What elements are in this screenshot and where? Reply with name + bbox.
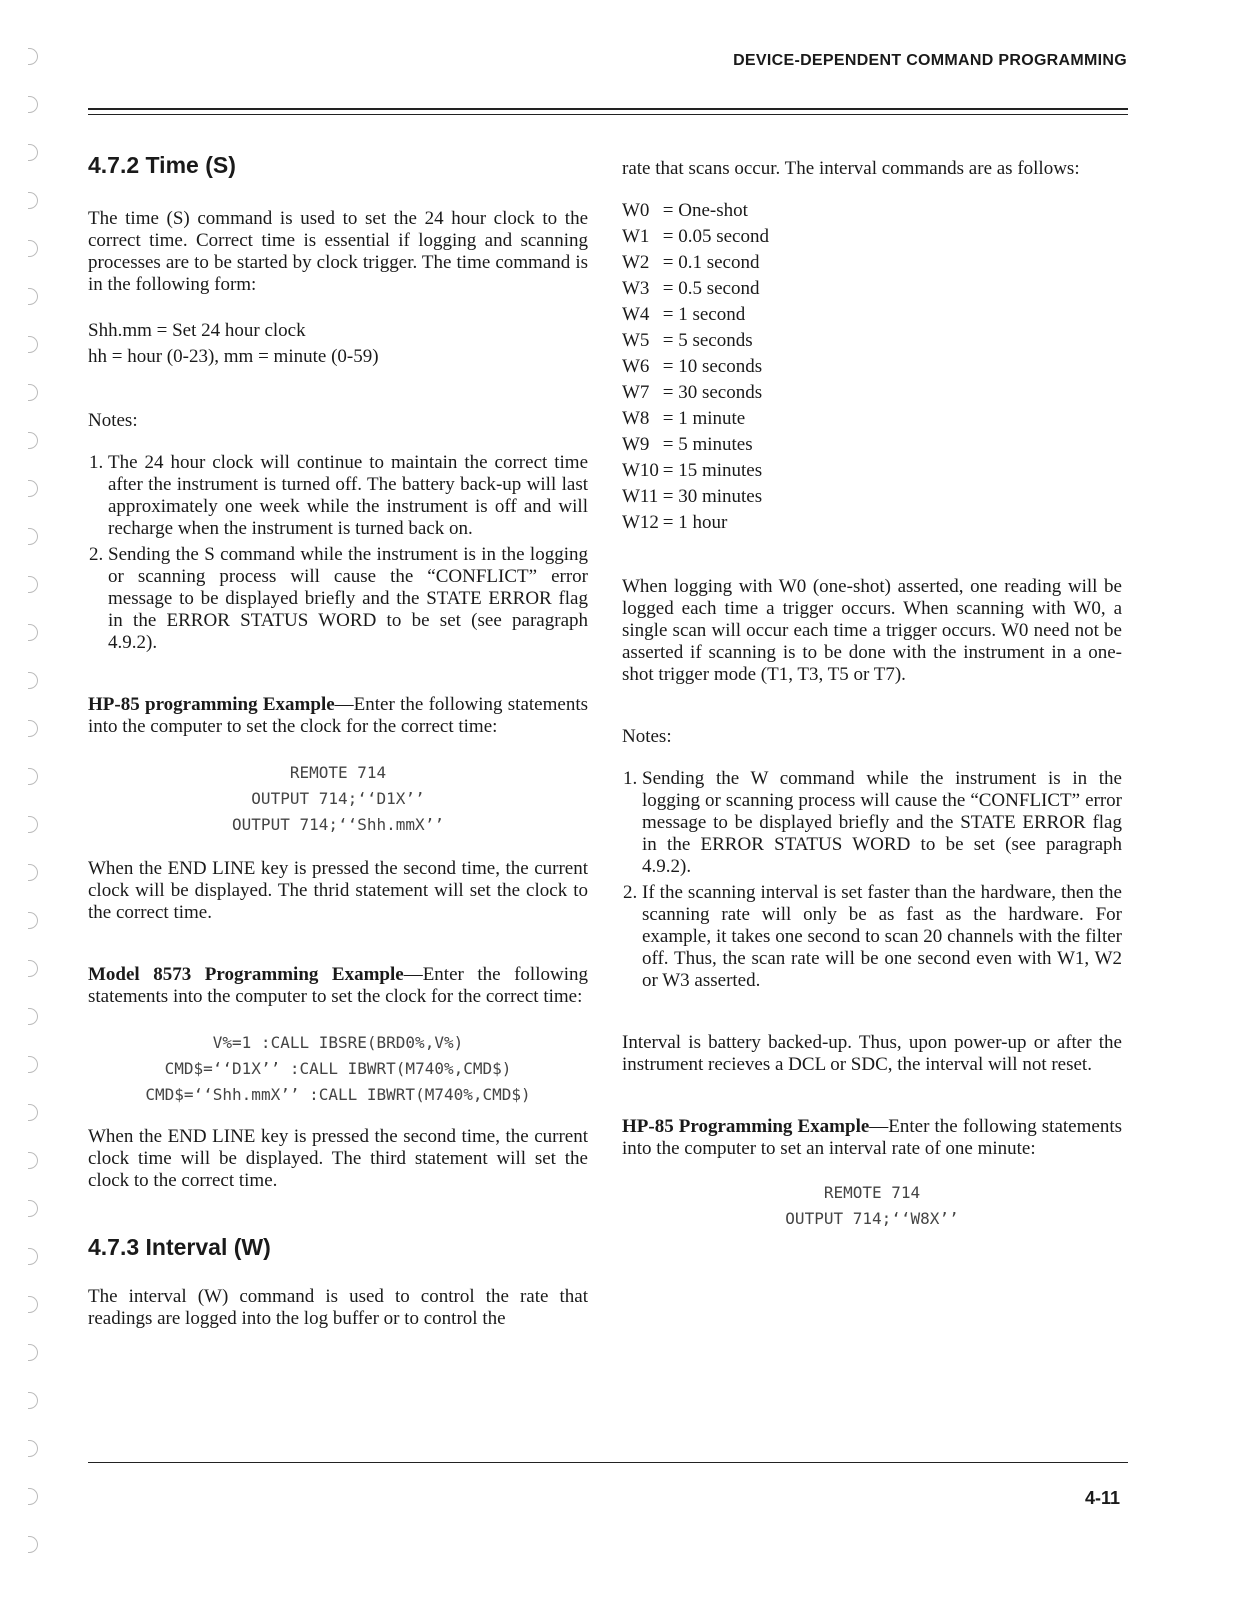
code-line: REMOTE 714 [289, 763, 387, 782]
equals-sign: = [662, 512, 674, 533]
header-rule-thin [88, 114, 1128, 115]
battery-paragraph: Interval is battery backed-up. Thus, upon power-up or after the instrument recieves a DCL or SDC, the interval will not reset. [622, 1032, 1122, 1075]
time-note-1: 1. The 24 hour clock will continue to maintain the correct time after the instrument is turned off. The battery back-up will last approximately one week while the instrument is off and will recharge when the instrument is turned back on. [108, 452, 588, 540]
interval-code: W12 [622, 512, 659, 533]
equals-sign: = [662, 200, 674, 221]
interval-value: One-shot [678, 200, 748, 221]
interval-command-row [622, 198, 1122, 224]
interval-command-row [622, 250, 1122, 276]
equals-sign: = [662, 382, 674, 403]
interval-command-row [622, 354, 1122, 380]
hp85-interval-code-block [622, 1180, 1122, 1232]
hp85-interval-example-intro [622, 1116, 1122, 1160]
interval-value: 1 second [678, 304, 746, 325]
page-number: 4-11 [1084, 1488, 1120, 1508]
code-line: V%=1 :CALL IBSRE(BRD0%,V%) [212, 1033, 464, 1052]
interval-value: 5 seconds [678, 330, 753, 351]
code-line: CMD$=‘‘Shh.mmX’’ :CALL IBWRT(M740%,CMD$) [145, 1085, 531, 1104]
interval-value: 1 hour [678, 512, 728, 533]
header-rule-thick [88, 108, 1128, 110]
interval-code: W10 [622, 460, 659, 481]
model-8573-after-text: When the END LINE key is pressed the second time, the current clock time will be displayed. The third statement will set the clock to the correct time. [88, 1126, 588, 1191]
interval-value: 15 minutes [678, 460, 763, 481]
hp85-code-block [88, 760, 588, 838]
interval-code: W11 [622, 486, 659, 507]
interval-code: W2 [622, 252, 650, 273]
interval-command-row [622, 432, 1122, 458]
model-8573-example-text: —Enter the following statements into the computer to set the clock for the correct time: [88, 964, 588, 1007]
interval-code: W0 [622, 200, 650, 221]
code-line: OUTPUT 714;‘‘Shh.mmX’’ [232, 815, 444, 834]
code-line: CMD$=‘‘D1X’’ :CALL IBWRT(M740%,CMD$) [164, 1059, 512, 1078]
equals-sign: = [662, 330, 674, 351]
interval-command-row [622, 224, 1122, 250]
interval-note-2: 2. If the scanning interval is set faster than the hardware, then the scanning rate will only be as fast as the hardware. For example, it takes one second to scan 20 channels with the filter off. Thus, the scan rate will be one second even with W1, W2 or W3 asserted. [642, 882, 1122, 992]
logging-paragraph: When logging with W0 (one-shot) asserted, one reading will be logged each time a trigger occurs. When scanning with W0, a single scan will occur each time a trigger occurs. W0 need not be asserted if scanning is to be done with the instrument in a one-shot trigger mode (T1, T3, T5 or T7). [622, 576, 1122, 685]
notes-label: Notes: [88, 410, 138, 431]
interval-code: W1 [622, 226, 650, 247]
model-8573-code-block [88, 1030, 588, 1108]
interval-value: 30 minutes [678, 486, 763, 507]
equals-sign: = [662, 486, 674, 507]
interval-value: 5 minutes [678, 434, 753, 455]
interval-command-list [622, 198, 1122, 536]
time-form-line-1: Shh.mm = Set 24 hour clock [88, 320, 306, 341]
interval-code: W5 [622, 330, 650, 351]
equals-sign: = [662, 460, 674, 481]
equals-sign: = [662, 278, 674, 299]
section-title-interval: 4.7.3 Interval (W) [88, 1234, 271, 1260]
interval-command-row [622, 380, 1122, 406]
code-line: REMOTE 714 [823, 1183, 921, 1202]
interval-command-row [622, 458, 1122, 484]
hp85-interval-example-text: —Enter the following statements into the computer to set an interval rate of one minute: [622, 1116, 1122, 1159]
interval-command-row [622, 484, 1122, 510]
interval-command-row [622, 302, 1122, 328]
code-line: OUTPUT 714;‘‘W8X’’ [785, 1209, 959, 1228]
code-line: OUTPUT 714;‘‘D1X’’ [251, 789, 425, 808]
interval-note-1: 1. Sending the W command while the instrument is in the logging or scanning process will cause the “CONFLICT” error message to be displayed briefly and the STATE ERROR flag in the ERROR STATUS WORD to be set (see paragraph 4.9.2). [642, 768, 1122, 878]
section-title-time: 4.7.2 Time (S) [88, 152, 236, 178]
interval-value: 1 minute [678, 408, 746, 429]
interval-code: W7 [622, 382, 650, 403]
equals-sign: = [662, 356, 674, 377]
interval-value: 0.05 second [678, 226, 769, 247]
hp85-example-lead: HP-85 programming Example [88, 694, 335, 715]
footer-rule [88, 1462, 1128, 1463]
hp85-example-intro [88, 694, 588, 738]
hp85-after-text: When the END LINE key is pressed the second time, the current clock will be displayed. The thrid statement will set the clock to the correct time. [88, 858, 588, 923]
time-notes-list [88, 452, 588, 654]
left-column [88, 150, 588, 1330]
interval-code: W8 [622, 408, 650, 429]
interval-code: W4 [622, 304, 650, 325]
interval-command-row [622, 328, 1122, 354]
hp85-interval-example-lead: HP-85 Programming Example [622, 1116, 870, 1137]
interval-intro-continued: rate that scans occur. The interval commands are as follows: [622, 158, 1080, 179]
interval-command-row [622, 510, 1122, 536]
binding-holes [0, 0, 60, 1600]
interval-code: W6 [622, 356, 650, 377]
interval-intro: The interval (W) command is used to control the rate that readings are logged into the log buffer or to control the [88, 1286, 588, 1329]
right-column [622, 158, 1122, 1232]
interval-value: 30 seconds [678, 382, 763, 403]
interval-code: W9 [622, 434, 650, 455]
notes-label: Notes: [622, 726, 672, 747]
time-form-line-2: hh = hour (0-23), mm = minute (0-59) [88, 346, 379, 367]
interval-code: W3 [622, 278, 650, 299]
running-head: DEVICE-DEPENDENT COMMAND PROGRAMMING [733, 52, 1127, 69]
time-form [88, 318, 588, 370]
interval-value: 0.1 second [678, 252, 760, 273]
time-note-2: 2. Sending the S command while the instrument is in the logging or scanning process will cause the “CONFLICT” error message to be displayed briefly and the STATE ERROR flag in the ERROR STATUS WORD to be set (see paragraph 4.9.2). [108, 544, 588, 654]
equals-sign: = [662, 226, 674, 247]
interval-value: 10 seconds [678, 356, 763, 377]
equals-sign: = [662, 304, 674, 325]
interval-command-row [622, 406, 1122, 432]
equals-sign: = [662, 252, 674, 273]
equals-sign: = [662, 434, 674, 455]
hp85-example-text: —Enter the following statements into the computer to set the clock for the correct time: [88, 694, 588, 737]
equals-sign: = [662, 408, 674, 429]
interval-notes-list [622, 768, 1122, 992]
time-intro: The time (S) command is used to set the 24 hour clock to the correct time. Correct time is essential if logging and scanning processes are to be started by clock trigger. The time command is in the following form: [88, 208, 588, 295]
interval-command-row [622, 276, 1122, 302]
model-8573-example-lead: Model 8573 Programming Example [88, 964, 404, 985]
interval-value: 0.5 second [678, 278, 760, 299]
model-8573-example-intro [88, 964, 588, 1008]
